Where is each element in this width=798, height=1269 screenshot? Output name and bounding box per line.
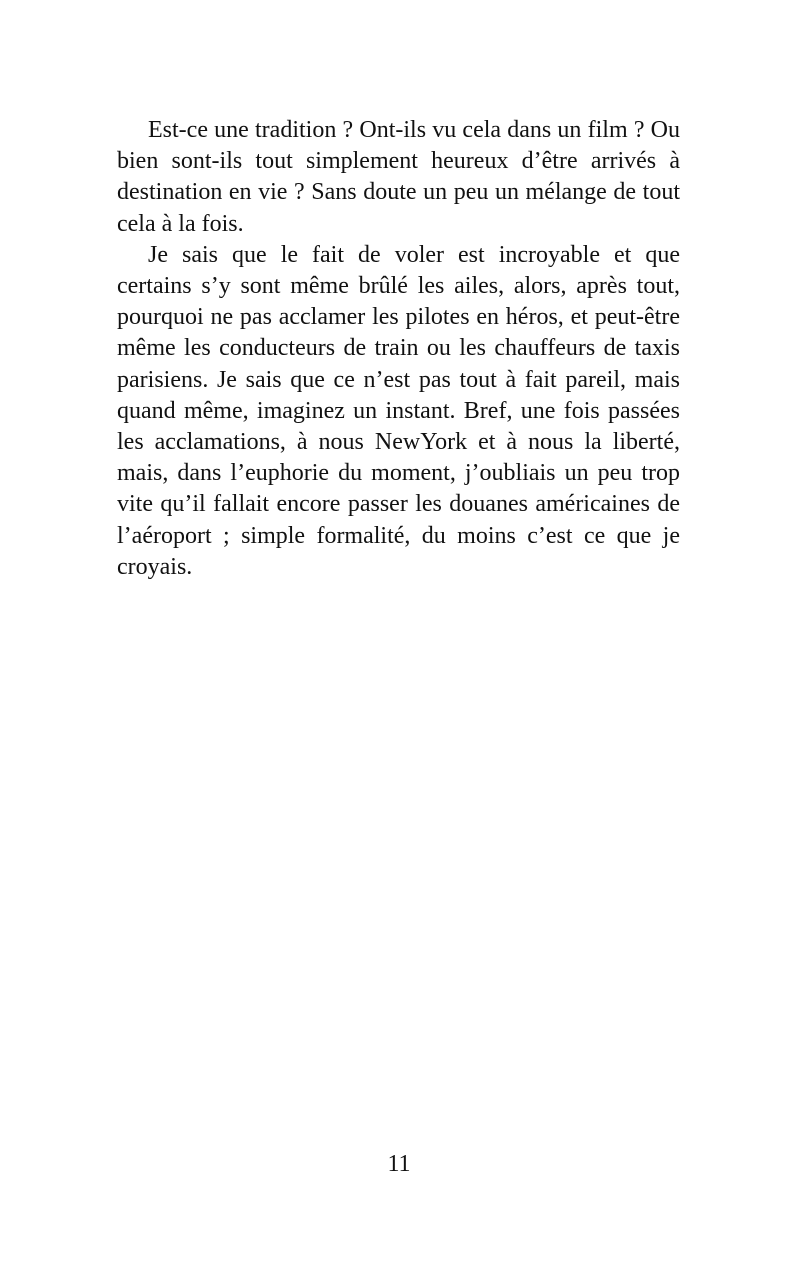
- page-body-text: [117, 115, 680, 583]
- paragraph-1: Est-ce une tradition ? Ont-ils vu cela dans un film ? Ou bien sont-ils tout simplement heureux d’être arrivés à destination en vie ? Sans doute un peu un mélange de tout cela à la fois.: [117, 117, 680, 237]
- page-number: 11: [387, 1151, 411, 1177]
- paragraph-2: Je sais que le fait de voler est incroyable et que certains s’y sont même brûlé les ailes, alors, après tout, pourquoi ne pas acclamer les pilotes en héros, et peut-être même les conducteurs de train ou les chauffeurs de taxis parisiens. Je sais que ce n’est pas tout à fait pareil, mais quand même, imaginez un instant. Bref, une fois passées les acclamations, à nous NewYork et à nous la liberté, mais, dans l’euphorie du moment, j’oubliais un peu trop vite qu’il fallait encore passer les douanes américaines de l’aéroport ; simple formalité, du moins c’est ce que je croyais.: [117, 241, 680, 580]
